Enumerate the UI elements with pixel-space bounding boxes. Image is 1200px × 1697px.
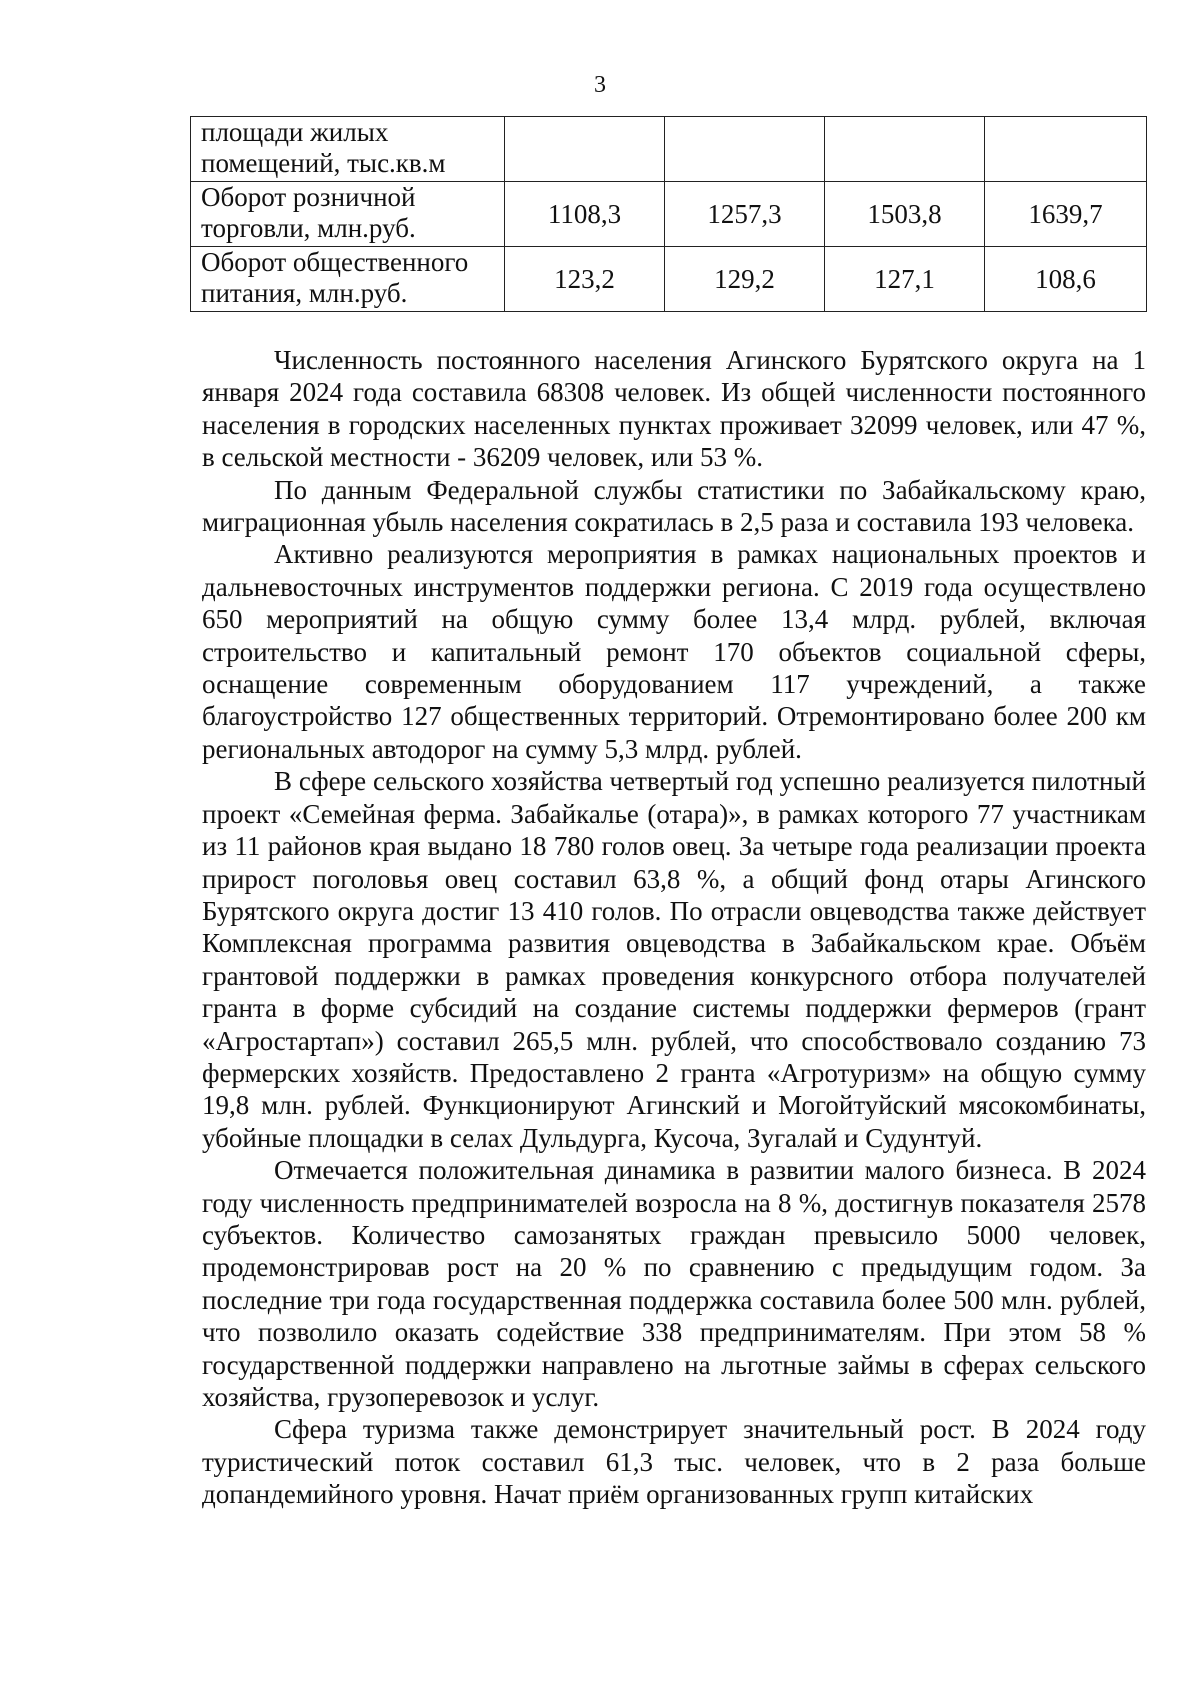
table-cell: 1503,8 [825, 182, 985, 247]
row-label: площади жилых помещений, тыс.кв.м [191, 117, 505, 182]
table-row [191, 182, 1147, 247]
paragraph-agriculture: В сфере сельского хозяйства четвертый год успешно реализуется пилотный проект «Семейная ферма. Забайкалье (отара)», в рамках которого 77 участникам из 11 районов края выдано 18 780 голов овец. За четыре года реализации проекта прирост поголовья овец составил 63,8 %, а общий фонд отары Агинского Бурятского округа достиг 13 410 голов. По отрасли овцеводства также действует Комплексная программа развития овцеводства в Забайкальском крае. Объём грантовой поддержки в рамках проведения конкурсного отбора получателей гранта в форме субсидий на создание системы поддержки фермеров (грант «Агростартап») составил 265,5 млн. рублей, что способствовало созданию 73 фермерских хозяйств. Предоставлено 2 гранта «Агротуризм» на общую сумму 19,8 млн. рублей. Функционируют Агинский и Могойтуйский мясокомбинаты, убойные площадки в селах Дульдурга, Кусоча, Зугалай и Судунтуй. [202, 766, 1146, 1153]
table-cell: 123,2 [505, 247, 665, 312]
table-cell [505, 117, 665, 182]
document-body [202, 344, 1146, 1511]
indicators-table [190, 116, 1147, 312]
table-cell [825, 117, 985, 182]
table-cell [985, 117, 1147, 182]
table-cell [665, 117, 825, 182]
paragraph-population: Численность постоянного населения Агинского Бурятского округа на 1 января 2024 года составила 68308 человек. Из общей численности постоянного населения в городских населенных пунктах проживает 32099 человек, или 47 %, в сельской местности - 36209 человек, или 53 %. [202, 345, 1146, 473]
table-cell: 127,1 [825, 247, 985, 312]
table-cell: 1639,7 [985, 182, 1147, 247]
table-cell: 1257,3 [665, 182, 825, 247]
table-cell: 108,6 [985, 247, 1147, 312]
table-cell: 129,2 [665, 247, 825, 312]
row-label: Оборот розничной торговли, млн.руб. [191, 182, 505, 247]
paragraph-tourism: Сфера туризма также демонстрирует значительный рост. В 2024 году туристический поток составил 61,3 тыс. человек, что в 2 раза больше допандемийного уровня. Начат приём организованных групп китайских [202, 1414, 1146, 1510]
paragraph-small-business: Отмечается положительная динамика в развитии малого бизнеса. В 2024 году численность предпринимателей возросла на 8 %, достигнув показателя 2578 субъектов. Количество самозанятых граждан превысило 5000 человек, продемонстрировав рост на 20 % по сравнению с предыдущим годом. За последние три года государственная поддержка составила более 500 млн. рублей, что позволило оказать содействие 338 предпринимателям. При этом 58 % государственной поддержки направлено на льготные займы в сферах сельского хозяйства, грузоперевозок и услуг. [202, 1155, 1146, 1412]
table-cell: 1108,3 [505, 182, 665, 247]
paragraph-national-projects: Активно реализуются мероприятия в рамках национальных проектов и дальневосточных инструментов поддержки региона. С 2019 года осуществлено 650 мероприятий на общую сумму более 13,4 млрд. рублей, включая строительство и капитальный ремонт 170 объектов социальной сферы, оснащение современным оборудованием 117 учреждений, а также благоустройство 127 общественных территорий. Отремонтировано более 200 км региональных автодорог на сумму 5,3 млрд. рублей. [202, 539, 1146, 764]
table-row [191, 117, 1147, 182]
row-label: Оборот общественного питания, млн.руб. [191, 247, 505, 312]
table-row [191, 247, 1147, 312]
paragraph-migration: По данным Федеральной службы статистики по Забайкальскому краю, миграционная убыль населения сократилась в 2,5 раза и составила 193 человека. [202, 474, 1146, 538]
page-number: 3 [594, 72, 606, 98]
